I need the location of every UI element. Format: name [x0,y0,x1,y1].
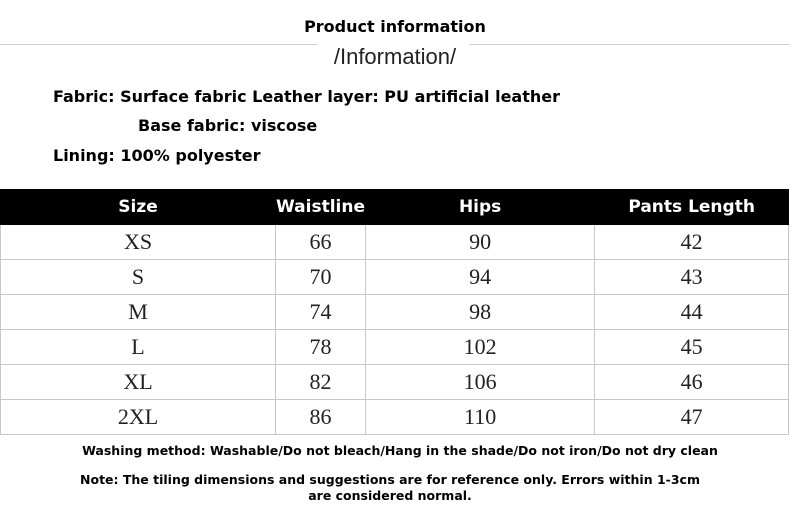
note-text [0,472,780,504]
cell-size: S [1,260,276,295]
table-row [1,225,789,260]
cell-waistline: 82 [276,365,366,400]
cell-waistline: 78 [276,330,366,365]
size-chart-table [0,189,789,435]
cell-waistline: 74 [276,295,366,330]
table-header-row [1,190,789,225]
lining-spec: Lining: 100% polyester [53,146,261,165]
table-row [1,400,789,435]
cell-size: XL [1,365,276,400]
fabric-spec: Fabric: Surface fabric Leather layer: PU artificial leather [53,87,561,106]
table-row [1,365,789,400]
cell-size: XS [1,225,276,260]
cell-size: L [1,330,276,365]
header-hips: Hips [365,190,594,225]
cell-pants-length: 46 [595,365,789,400]
cell-size: M [1,295,276,330]
cell-pants-length: 44 [595,295,789,330]
table-row [1,295,789,330]
cell-pants-length: 43 [595,260,789,295]
header-waistline: Waistline [276,190,366,225]
cell-hips: 98 [365,295,594,330]
cell-hips: 106 [365,365,594,400]
cell-waistline: 86 [276,400,366,435]
header-size: Size [1,190,276,225]
cell-pants-length: 42 [595,225,789,260]
cell-pants-length: 47 [595,400,789,435]
washing-method-text: Washing method: Washable/Do not bleach/Hang in the shade/Do not iron/Do not dry clean [82,443,718,458]
table-row [1,260,789,295]
cell-waistline: 66 [276,225,366,260]
cell-waistline: 70 [276,260,366,295]
cell-hips: 110 [365,400,594,435]
base-fabric-spec: Base fabric: viscose [138,116,318,135]
header-pants-length: Pants Length [595,190,789,225]
table-row [1,330,789,365]
cell-pants-length: 45 [595,330,789,365]
note-line-2: are considered normal. [308,488,472,503]
product-information-title: Product information [304,17,486,36]
note-line-1: Note: The tiling dimensions and suggestions are for reference only. Errors within 1-3cm [80,472,700,487]
cell-hips: 102 [365,330,594,365]
information-subtitle: /Information/ [333,44,457,69]
cell-hips: 94 [365,260,594,295]
cell-hips: 90 [365,225,594,260]
cell-size: 2XL [1,400,276,435]
